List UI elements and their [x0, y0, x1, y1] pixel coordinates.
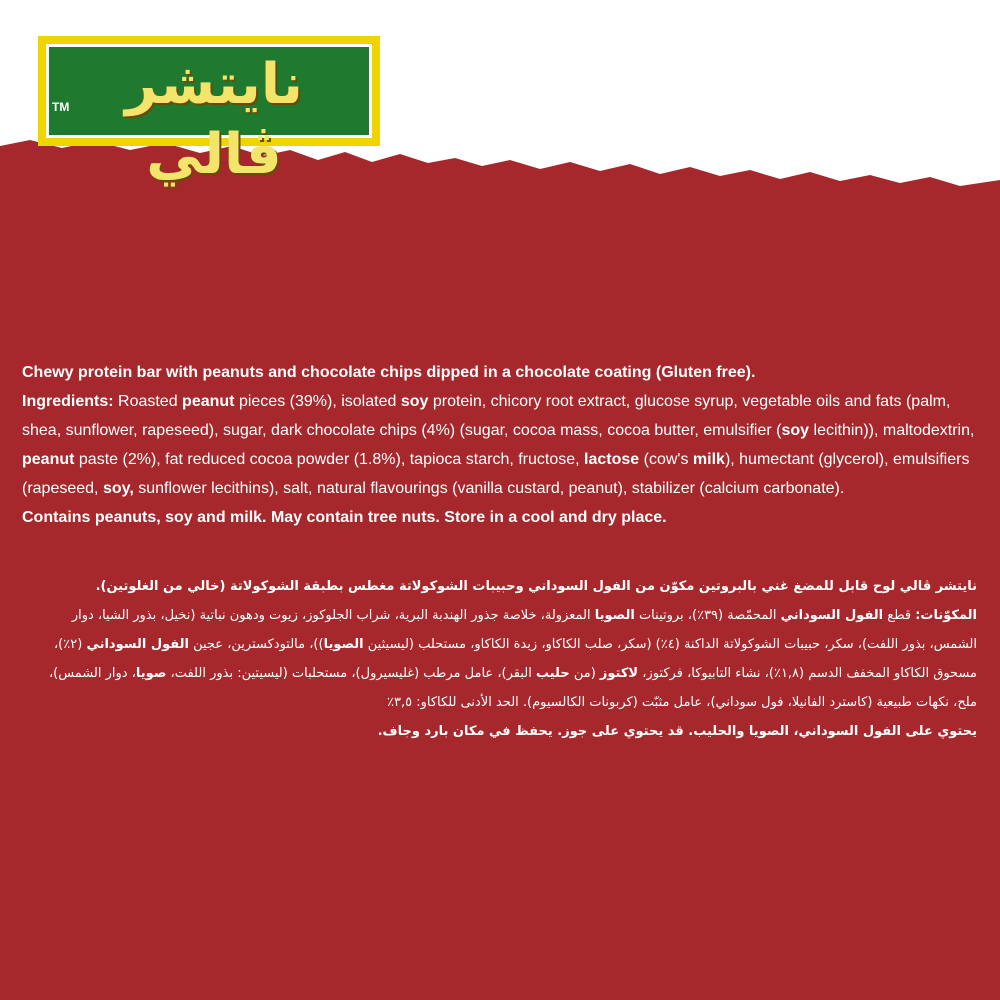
arabic-ingredient-run: حليب [535, 666, 570, 681]
arabic-ingredient-run: المكوّنات: [915, 608, 977, 623]
arabic-ingredient-run: الصويا [594, 608, 635, 623]
english-description: Chewy protein bar with peanuts and chocolate chips dipped in a chocolate coating (Gluten free). [22, 364, 756, 381]
ingredients-label: Ingredients: [22, 393, 114, 410]
english-ingredients [22, 387, 982, 503]
arabic-description: نايتشر ڤالي لوح قابل للمضغ غني بالبروتين مكوّن من الفول السوداني وحبيبات الشوكولاتة مغطس بطبقة الشوكولاتة (خالي من الغلوتين). [95, 579, 977, 594]
english-ingredient-run: soy [400, 393, 429, 410]
arabic-ingredient-run: الفول السوداني [86, 637, 189, 652]
trademark-mark: TM [52, 100, 70, 114]
english-ingredient-run: milk [692, 451, 725, 468]
english-ingredient-run: sunflower lecithins), salt, natural flavourings (vanilla custard, peanut), stabilizer (calcium carbonate). [133, 480, 845, 497]
english-ingredient-run: soy, [102, 480, 134, 497]
english-ingredient-run: soy [781, 422, 810, 439]
english-ingredient-run: ), humectant (glycerol), emulsifiers (rapeseed, [22, 451, 970, 497]
english-ingredient-run: lactose [584, 451, 640, 468]
arabic-ingredients [22, 601, 977, 717]
arabic-ingredient-run: الفول السوداني [780, 608, 884, 623]
english-ingredient-run: (cow's [639, 451, 693, 468]
english-allergens: Contains peanuts, soy and milk. May contain tree nuts. Store in a cool and dry place. [22, 509, 667, 526]
arabic-ingredient-run: قطع [883, 608, 916, 623]
arabic-text-block [22, 572, 977, 746]
english-text-block [22, 358, 982, 532]
arabic-ingredient-run: لاكتوز [599, 666, 639, 681]
arabic-ingredient-run: الصويا [323, 637, 364, 652]
english-ingredient-run: lecithin)), maltodextrin, [809, 422, 975, 439]
arabic-ingredient-run: (من [569, 666, 600, 681]
arabic-ingredient-run: (٢٪)، مسحوق الكاكاو المخفف الدسم (١,٨٪)، نشاء التابيوكا، فركتوز، [53, 637, 977, 681]
arabic-ingredient-run: صويا [135, 666, 167, 681]
logo-text: نايتشر ڤالي [125, 52, 303, 187]
brand-logo [38, 36, 380, 187]
english-ingredient-run: protein, chicory root extract, glucose syrup, vegetable oils and fats (palm, shea, sunflower, rapeseed), sugar, dark chocolate chips (4%) (sugar, cocoa mass, cocoa butter, emulsifier ( [22, 393, 951, 439]
ingredients-text [22, 393, 974, 497]
english-ingredient-run: Roasted [113, 393, 183, 410]
arabic-ingredient-run: المعزولة، خلاصة جذور الهندبة البرية، شراب الجلوكوز، زيوت ودهون نباتية (نخيل، بذور الشيا، دوار الشمس، بذور اللفت)، سكر، حبيبات الشوكولاتة الداكنة (٤٪) (سكر، صلب الكاكاو، زبدة الكاكاو، مستحلب (ليسيثين [71, 608, 977, 652]
arabic-ingredient-run: البقر)، عامل مرطب (غليسيرول)، مستحلبات (ليسيتين: بذور اللفت، [166, 666, 536, 681]
english-ingredient-run: peanut [182, 393, 235, 410]
arabic-ingredient-run: ، دوار الشمس)، ملح، نكهات طبيعية (كاسترد الفانيلا، فول سوداني)، عامل مثبّت (كربونات الكالسيوم). الحد الأدنى للكاكاو: ٣,٥٪ [48, 666, 977, 710]
arabic-allergens: يحتوي على الفول السوداني، الصويا والحليب. قد يحتوي على جوز. يحفظ في مكان بارد وجاف. [377, 724, 977, 739]
english-ingredient-run: peanut [22, 451, 75, 468]
arabic-ingredient-run: ))، مالتودكسترين، عجين [188, 637, 324, 652]
english-ingredient-run: paste (2%), fat reduced cocoa powder (1.8%), tapioca starch, fructose, [74, 451, 585, 468]
english-ingredient-run: pieces (39%), isolated [234, 393, 401, 410]
arabic-ingredient-run: المحمّصة (٣٩٪)، بروتينات [634, 608, 781, 623]
